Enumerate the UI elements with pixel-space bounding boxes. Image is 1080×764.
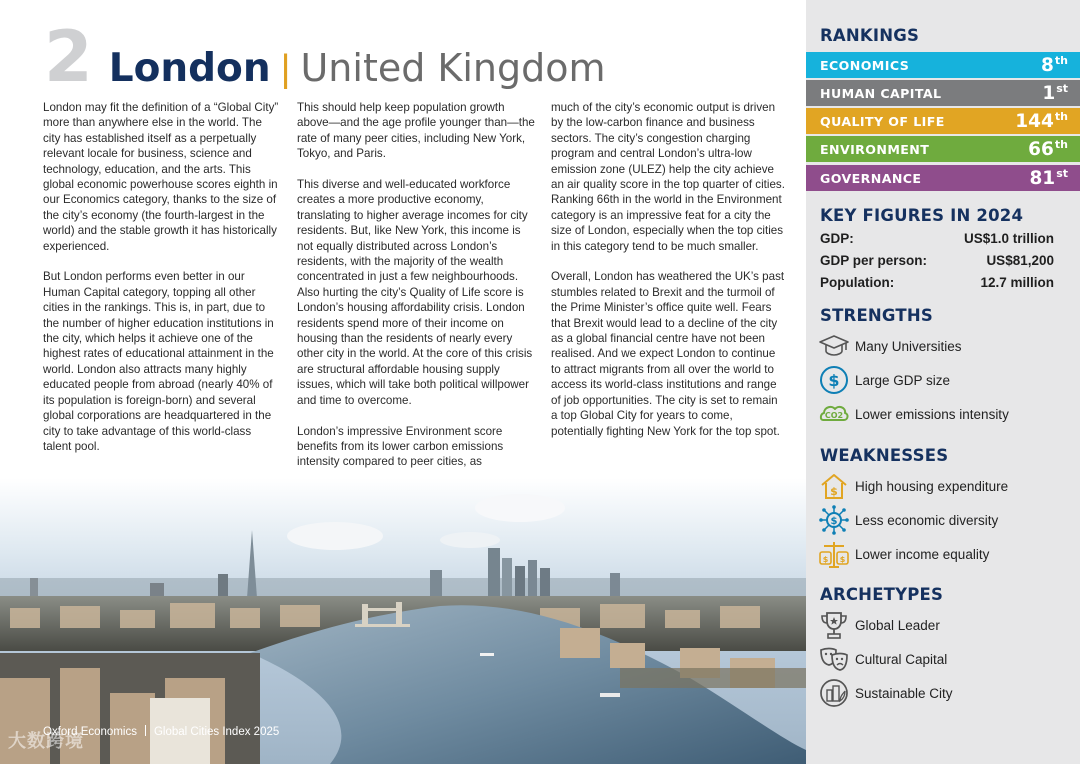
title-separator: | (280, 48, 291, 90)
archetype-item (818, 677, 953, 709)
watermark: 大数跨境 (8, 731, 84, 751)
text-column-3 (551, 100, 787, 454)
ranking-value: 144th (1015, 109, 1068, 132)
ranking-governance (806, 165, 1080, 191)
scales-icon (818, 538, 850, 570)
dollar-icon (818, 364, 850, 396)
svg-text:CO2: CO2 (824, 411, 844, 420)
paragraph: much of the city’s economic output is driven by the low-carbon finance and business sectors. The city’s congestion charging program and central London’s ultra-low emission zone (ULEZ) help the city achieve an air quality score in the top quarter of cities. Ranking 66th in the world in the Environment category is an impressive feat for a city the size of London, especially when the top cities in this category tend to be much smaller. (551, 101, 785, 253)
key-figure-label: GDP per person: (820, 253, 928, 268)
strength-label: Many Universities (855, 338, 962, 354)
archetype-item (818, 643, 947, 675)
co2-icon (818, 398, 850, 430)
trophy-icon (818, 609, 850, 641)
ranking-label: GOVERNANCE (820, 170, 922, 186)
ranking-label: ENVIRONMENT (820, 141, 930, 157)
key-figure-gdp-per-person (820, 253, 1054, 268)
paragraph: This diverse and well-educated workforce creates a more productive economy, translating to higher average incomes for city residents. But, like New York, this income is not equally distributed across London’s residents, with the majority of the wealth concentrated in just a few neighbourhoods. Also hurting the city’s Quality of Life score is London’s housing affordability crisis. London residents spend more of their income on housing than the residents of nearly every other city in the world. At the core of this crisis are structural affordable housing supply issues, which will take both political willpower and time to overcome. (297, 178, 533, 407)
weakness-item (818, 538, 989, 570)
paragraph: London’s impressive Environment score benefits from its lower carbon emissions intensity compared to peer cities, as (297, 424, 504, 469)
country-name: United Kingdom (300, 46, 606, 90)
graduation-cap-icon (818, 330, 850, 362)
key-figure-label: GDP: (820, 231, 854, 246)
weaknesses-title: WEAKNESSES (820, 446, 949, 465)
ranking-label: ECONOMICS (820, 57, 910, 73)
ranking-label: HUMAN CAPITAL (820, 85, 942, 101)
key-figure-gdp (820, 231, 1054, 246)
ranking-quality-of-life (806, 108, 1080, 134)
weakness-label: High housing expenditure (855, 478, 1009, 494)
ranking-label: QUALITY OF LIFE (820, 113, 945, 129)
svg-text:$: $ (839, 555, 846, 564)
strength-label: Large GDP size (855, 372, 951, 388)
archetypes-title: ARCHETYPES (820, 585, 944, 604)
svg-text:$: $ (830, 516, 838, 527)
archetype-item (818, 609, 940, 641)
house-dollar-icon (818, 470, 850, 502)
ranking-economics (806, 52, 1080, 78)
text-column-1 (43, 100, 281, 470)
paragraph: But London performs even better in our Human Capital category, topping all other cities in the rankings. This is, in part, due to the number of higher education institutions in the city, which helps it achieve one of the highest rates of educational attainment in the world. London also attracts many highly educated people from abroad (nearly 40% of its population is foreign-born) and several global corporations are headquartered in the city to take advantage of this world-class talent pool. (43, 270, 274, 453)
ranking-value: 81st (1029, 166, 1068, 189)
ranking-environment (806, 136, 1080, 162)
ranking-human-capital (806, 80, 1080, 106)
weakness-label: Less economic diversity (855, 512, 999, 528)
footer-source (43, 725, 279, 738)
svg-text:$: $ (828, 371, 840, 390)
strength-label: Lower emissions intensity (855, 406, 1009, 422)
rankings-title: RANKINGS (820, 26, 920, 45)
archetype-label: Cultural Capital (855, 651, 948, 667)
city-name: London (108, 46, 271, 91)
ranking-value: 1st (1042, 81, 1068, 104)
svg-text:$: $ (830, 485, 838, 498)
ranking-value: 66th (1028, 137, 1068, 160)
weakness-label: Lower income equality (855, 546, 990, 562)
strengths-title: STRENGTHS (820, 306, 933, 325)
footer-publisher: Oxford Economics (43, 726, 137, 738)
sidebar (806, 0, 1080, 764)
strength-item (818, 398, 1009, 430)
key-figure-value: US$81,200 (986, 253, 1054, 268)
weakness-item (818, 504, 998, 536)
svg-text:$: $ (822, 555, 829, 564)
archetype-label: Global Leader (855, 617, 940, 633)
ranking-value: 8th (1041, 53, 1068, 76)
paragraph: This should help keep population growth above—and the age profile younger than—the rate of many peer cities, including New York, Tokyo, and Paris. (297, 101, 535, 161)
london-skyline-photo (0, 478, 806, 764)
network-dollar-icon (818, 504, 850, 536)
paragraph: Overall, London has weathered the UK’s past stumbles related to Brexit and the turmoil of the Prime Minister’s office quite well. Fears that Brexit would lead to a decline of the city as a global financial centre have not been realised. And we expect London to continue to attract migrants from all over the world to access its world-class institutions and range of job opportunities. The city is set to remain a top Global City for years to come, potentially fighting New York for the top spot. (551, 270, 785, 438)
strength-item (818, 364, 950, 396)
key-figure-label: Population: (820, 275, 895, 290)
key-figure-value: 12.7 million (980, 275, 1054, 290)
weakness-item (818, 470, 1008, 502)
paragraph: London may fit the definition of a “Global City” more than anywhere else in the world. The city has established itself as a perpetually relevant locale for business, science and technology, education, and the arts. This global economic powerhouse scores eighth in our Economics category, thanks to the size of the city’s economy (the fourth-largest in the world) and the stable growth it has historically experienced. (43, 101, 279, 253)
city-rank-number: 2 (44, 16, 91, 98)
sustainable-city-icon (818, 677, 850, 709)
page-header (44, 16, 606, 98)
key-figures-title: KEY FIGURES IN 2024 (820, 206, 1024, 225)
text-column-2 (297, 100, 537, 485)
footer-divider (145, 725, 146, 736)
footer-report-title: Global Cities Index 2025 (153, 726, 280, 738)
key-figure-value: US$1.0 trillion (963, 231, 1054, 246)
theatre-masks-icon (818, 643, 850, 675)
archetype-label: Sustainable City (855, 685, 953, 701)
key-figure-population (820, 275, 1054, 290)
strength-item (818, 330, 962, 362)
